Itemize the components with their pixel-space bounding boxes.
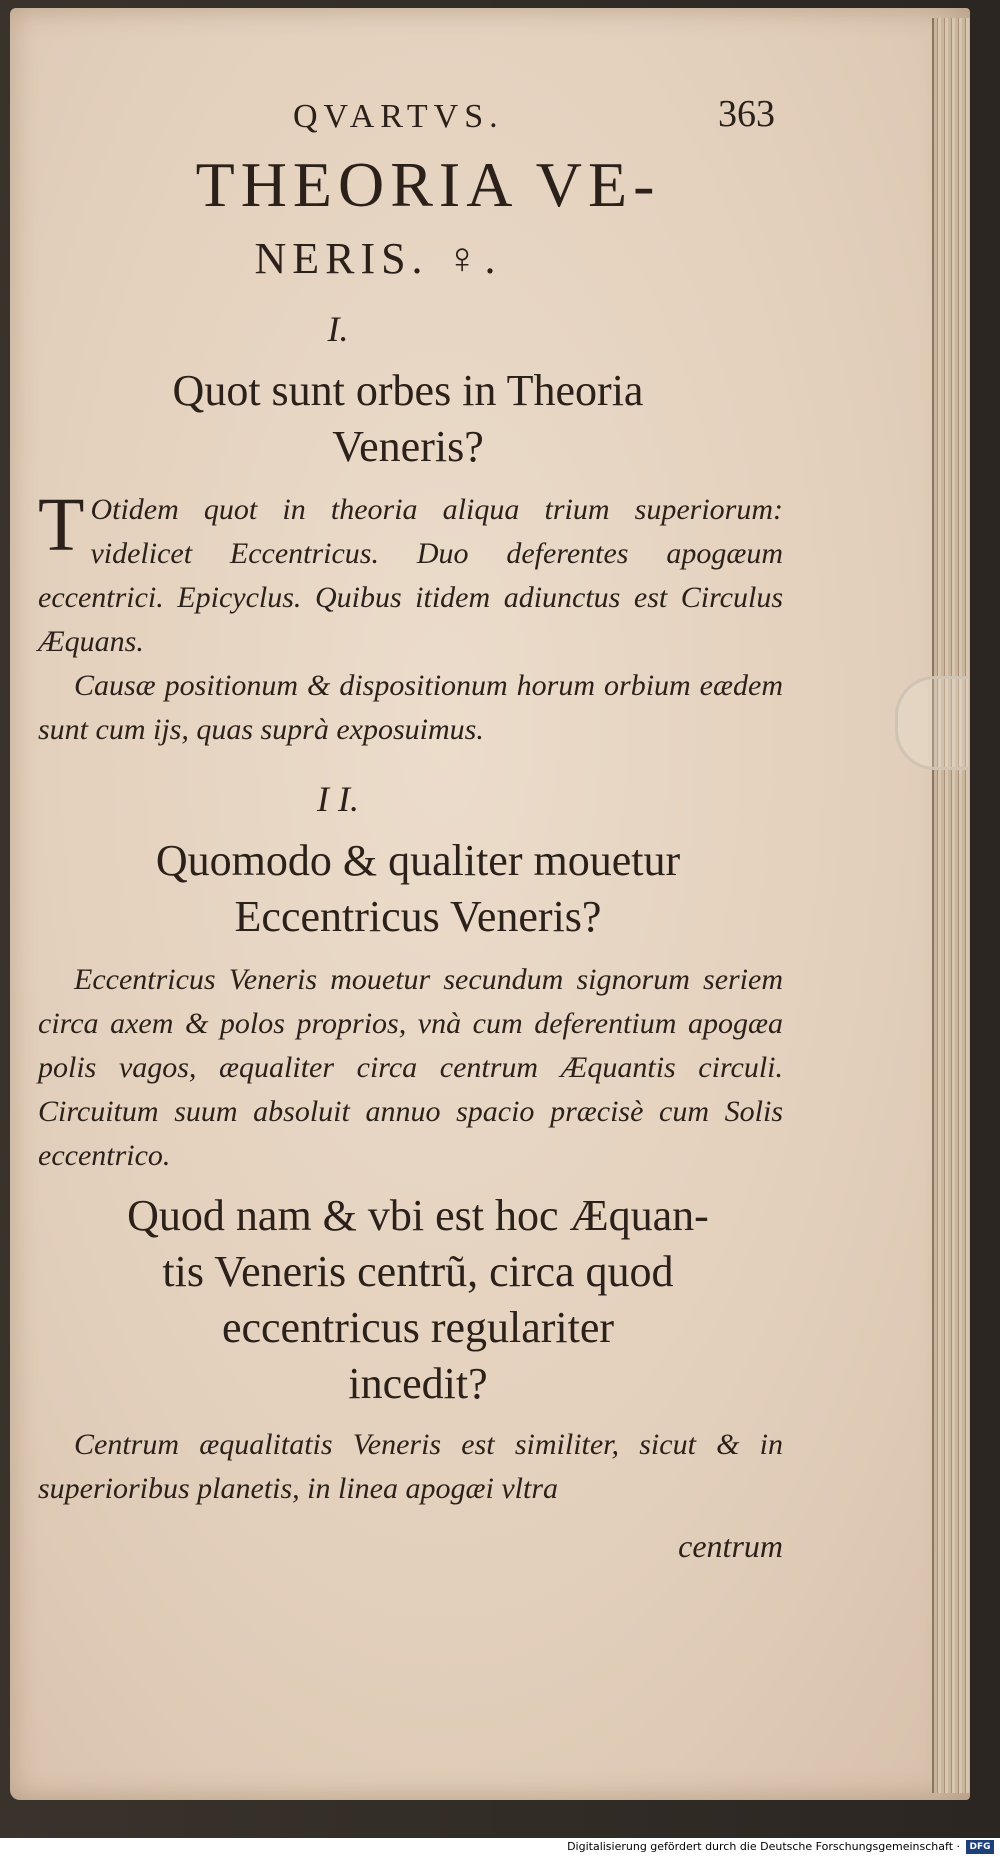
paragraph: Eccentricus Veneris mouetur secundum signorum seriem circa axem & polos proprios, vnà cum deferentium apogæa polis vagos, æqualiter circa centrum Æquantis circuli. Circuitum suum absoluit annuo spacio præcisè cum Solis eccentrico. (38, 963, 783, 1172)
page-tab-marker (895, 676, 968, 770)
paragraph: Causæ positionum & dispositionum horum orbium eædem sunt cum ijs, quas suprà exposuimus. (38, 669, 783, 746)
paragraph-text: Otidem quot in theoria aliqua trium superiorum: videlicet Eccentricus. Duo deferentes apogæum eccentrici. Epicyclus. Quibus itidem adiunctus est Circulus Æquans. (38, 493, 783, 658)
question-line: incedit? (348, 1359, 488, 1408)
drop-cap: T (38, 483, 85, 567)
section-question-1 (58, 363, 758, 475)
running-title: QVARTVS. (293, 98, 504, 135)
paragraph (38, 483, 783, 664)
section-numeral-2: I I. (317, 779, 359, 819)
section-question-2 (58, 833, 778, 945)
question-line: tis Veneris centrũ, circa quod (162, 1247, 674, 1296)
book-page (10, 8, 970, 1800)
section-body-2 (38, 958, 783, 1178)
running-head (38, 78, 783, 138)
question-line: Quot sunt orbes in Theoria (172, 366, 644, 415)
paragraph: Centrum æqualitatis Veneris est similiter, sicut & in superioribus planetis, in linea apogæi vltra (38, 1428, 783, 1505)
section-question-3 (58, 1188, 778, 1412)
section-numeral-1: I. (327, 309, 349, 349)
dfg-logo: DFG (966, 1840, 994, 1854)
chapter-title-line2: NERIS. ♀. (254, 234, 502, 283)
question-line: Veneris? (332, 422, 484, 471)
page-edges (932, 18, 970, 1793)
section-body-3 (38, 1423, 783, 1511)
section-body-1 (38, 483, 783, 752)
page-number: 363 (718, 93, 775, 135)
question-line: eccentricus regulariter (221, 1303, 615, 1352)
question-line: Quomodo & qualiter mouetur (155, 836, 681, 885)
chapter-title-line1: THEORIA VE- (195, 149, 661, 220)
footer-credit: Digitalisierung gefördert durch die Deutsche Forschungsgemeinschaft · (567, 1840, 960, 1853)
catchword: centrum (678, 1528, 783, 1564)
question-line: Quod nam & vbi est hoc Æquan- (127, 1191, 709, 1240)
question-line: Eccentricus Veneris? (234, 892, 602, 941)
